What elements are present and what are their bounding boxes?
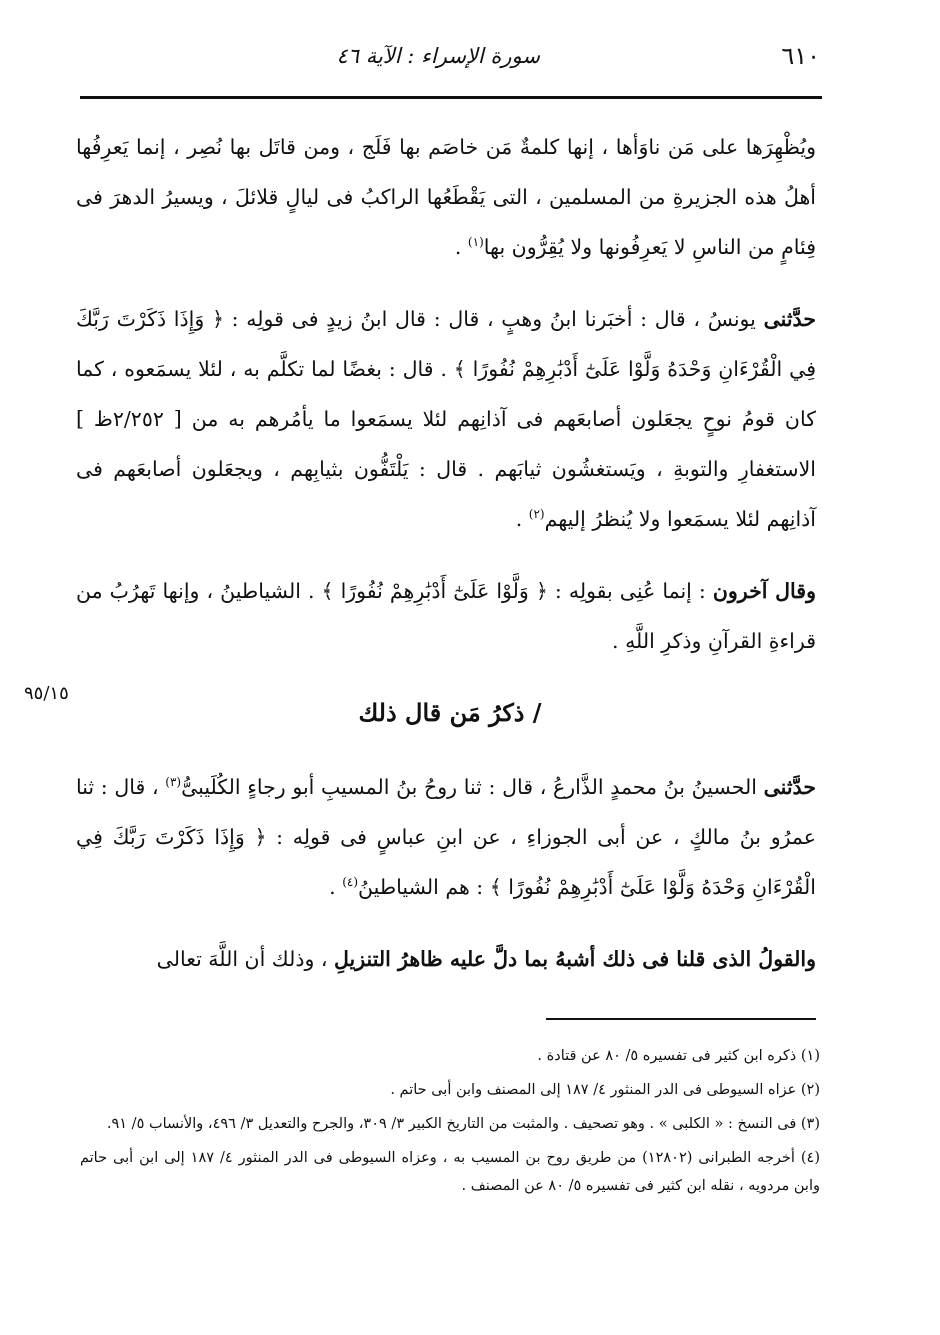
paragraph-2 xyxy=(76,294,816,544)
footnote-ref-3[interactable]: (٣) xyxy=(165,775,182,790)
paragraph-lead: وقال آخرون xyxy=(712,579,816,603)
footnote-2: (٢) عزاه السيوطى فى الدر المنثور ٤/ ١٨٧ إلى المصنف وابن أبى حاتم . xyxy=(390,1082,820,1098)
paragraph-text: الحسينُ بنُ محمدٍ الذَّارعُ ، قال : ثنا روحُ بنُ المسيبِ أبو رجاءٍ الكُلَيبىُّ xyxy=(181,775,764,799)
main-text-bottom xyxy=(76,762,816,1006)
paragraph-lead: حدَّثنى xyxy=(763,775,816,799)
paragraph-4 xyxy=(76,762,816,912)
paragraph-text: يونسُ ، قال : أخبَرنا ابنُ وهبٍ ، قال : قال ابنُ زيدٍ فى قولِه : ﴿ وَإِذَا ذَكَرْتَ رَبَّكَ فِي الْقُرْءَانِ وَحْدَهُ وَلَّوْا عَلَىٰٓ أَدْبَٰرِهِمْ نُفُورًا ﴾ . قال : بغضًا لما تكلَّم به ، لئلا يسمَعوه ، كما كان قومُ نوحٍ يجعَلون أصابعَهم فى آذانِهم لئلا يسمَعوا ما يأمُرهم به من [ ٢/٢٥٢ظ ] الاستغفارِ والتوبةِ ، ويَستغشُون ثيابَهم . قال : يَلْتَفُّون بثيابِهم ، ويجعَلون أصابعَهم فى آذانِهم لئلا يسمَعوا ولا يُنظرُ إليهم xyxy=(76,307,816,531)
paragraph-text: ويُظْهِرَها على مَن ناوَأها ، إنها كلمةٌ مَن خاصَم بها فَلَج ، ومن قاتَل بها نُصِر ، إنما يَعرِفُها أهلُ هذه الجزيرةِ من المسلمين ، التى يَقْطَعُها الراكبُ فى ليالٍ قلائلَ ، ويسيرُ الدهرَ فى فِئامٍ من الناسِ لا يَعرِفُونها ولا يُقِرُّون بها xyxy=(76,135,816,259)
paragraph-lead: والقولُ الذى قلنا فى ذلك أشبهُ بما دلَّ عليه ظاهرُ التنزيلِ xyxy=(334,947,816,971)
footnote-ref-4[interactable]: (٤) xyxy=(342,875,359,890)
footnote-ref-1[interactable]: (١) xyxy=(467,235,484,250)
section-heading: / ذكرُ مَن قال ذلك xyxy=(358,698,542,727)
paragraph-text: ، وذلك أن اللَّهَ تعالى xyxy=(156,947,335,971)
paragraph-3 xyxy=(76,566,816,666)
paragraph-tail: . xyxy=(515,507,529,531)
paragraph-tail: . xyxy=(329,875,343,899)
margin-reference: ٩٥/١٥ xyxy=(24,683,69,704)
footnote-1: (١) ذكره ابن كثير فى تفسيره ٥/ ٨٠ عن قتادة . xyxy=(537,1048,820,1064)
page-number: ٦١٠ xyxy=(781,42,820,70)
paragraph-1 xyxy=(76,122,816,272)
paragraph-lead: حدَّثنى xyxy=(763,307,816,331)
footnote-ref-2[interactable]: (٢) xyxy=(528,507,545,522)
page-header xyxy=(80,40,820,90)
main-text-top xyxy=(76,122,816,688)
footnote-divider xyxy=(546,1018,816,1020)
paragraph-5 xyxy=(76,934,816,984)
header-divider xyxy=(80,96,822,99)
paragraph-text-2: ، قال : ثنا عمرُو بنُ مالكٍ ، عن أبى الجوزاءِ ، عن ابنِ عباسٍ فى قولِه : ﴿ وَإِذَا ذَكَرْتَ رَبَّكَ فِي الْقُرْءَانِ وَحْدَهُ وَلَّوْا عَلَىٰٓ أَدْبَٰرِهِمْ نُفُورًا ﴾ : هم الشياطينُ xyxy=(76,775,816,899)
footnote-4: (٤) أخرجه الطبرانى (١٢٨٠٢) من طريق روح بن المسيب به ، وعزاه السيوطى فى الدر المنثور ٤/ ١٨٧ إلى ابن أبى حاتم وابن مردويه ، نقله ابن كثير فى تفسيره ٥/ ٨٠ عن المصنف . xyxy=(80,1150,820,1194)
paragraph-tail: . xyxy=(454,235,468,259)
footnote-3: (٣) فى النسخ : « الكلبى » . وهو تصحيف . والمثبت من التاريخ الكبير ٣/ ٣٠٩، والجرح والتعديل ٣/ ٤٩٦، والأنساب ٥/ ٩١. xyxy=(106,1116,820,1132)
paragraph-text: : إنما عُنِى بقولِه : ﴿ وَلَّوْا عَلَىٰٓ أَدْبَٰرِهِمْ نُفُورًا ﴾ . الشياطينُ ، وإنها تَهرُبُ من قراءةِ القرآنِ وذكرِ اللَّهِ . xyxy=(76,579,816,653)
running-title: سورة الإسراء : الآية ٤٦ xyxy=(336,44,540,68)
footnotes xyxy=(80,1042,820,1206)
